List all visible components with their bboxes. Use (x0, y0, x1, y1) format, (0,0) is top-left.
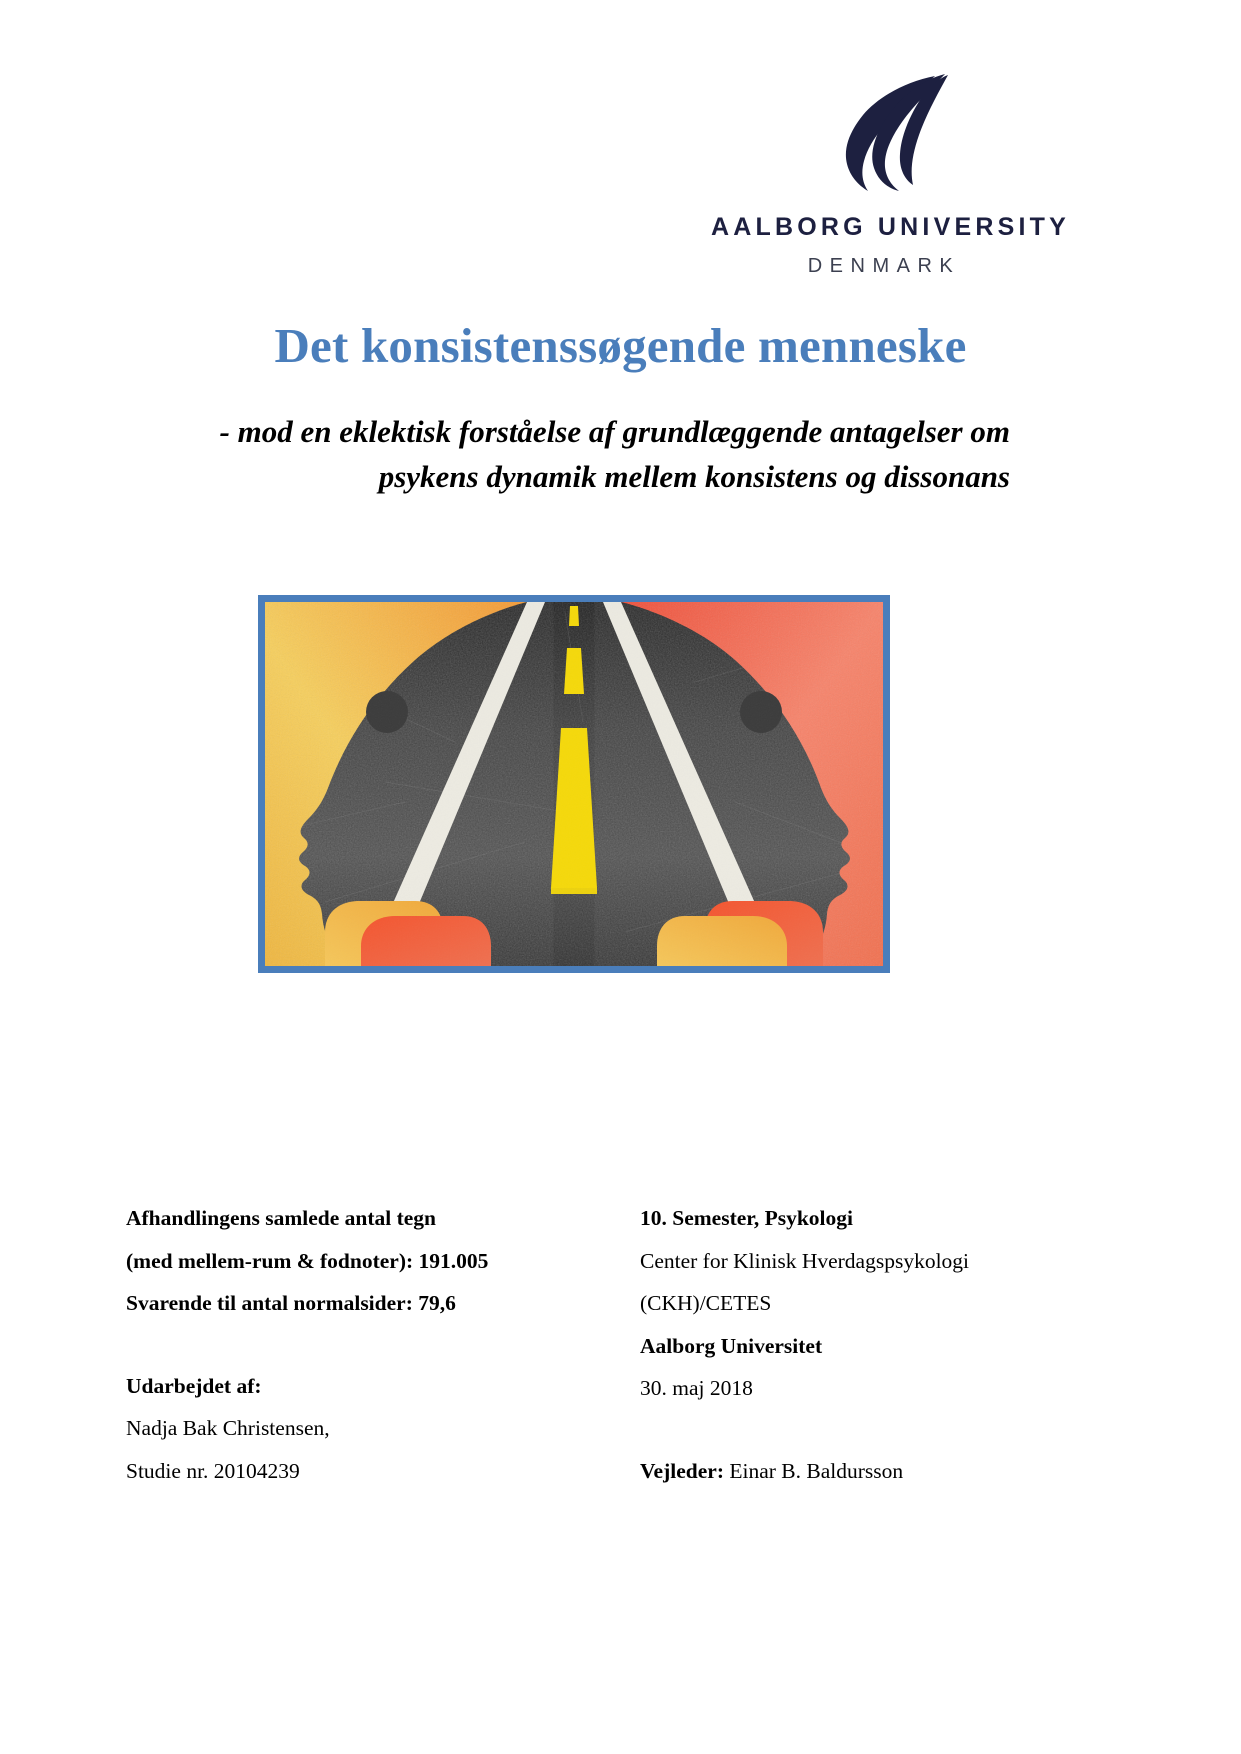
char-count-label: Afhandlingens samlede antal tegn (126, 1206, 436, 1230)
page-title: Det konsistenssøgende menneske (274, 318, 967, 373)
two-faces-road-illustration (265, 602, 883, 966)
logo-country-text: DENMARK (807, 255, 961, 277)
subtitle-line-1: - mod en eklektisk forståelse af grundlæggende antagelser om (219, 414, 1010, 449)
logo-university-text: AALBORG UNIVERSITY (711, 213, 1070, 241)
center-name: Center for Klinisk Hverdagspsykologi (640, 1248, 970, 1273)
student-number: Studie nr. 20104239 (126, 1458, 300, 1483)
spacer (640, 1410, 1110, 1450)
university-name: Aalborg Universitet (640, 1333, 823, 1358)
subtitle-line-2: psykens dynamik mellem konsistens og dissonans (378, 458, 1010, 494)
author-label: Udarbejdet af: (126, 1373, 262, 1398)
author-name: Nadja Bak Christensen, (126, 1416, 330, 1441)
spacer (126, 1325, 596, 1365)
normal-pages-value: Svarende til antal normalsider: 79,6 (126, 1291, 456, 1316)
cover-illustration (258, 595, 890, 973)
page-subtitle (140, 410, 1010, 500)
thesis-metadata-left (126, 1197, 596, 1492)
submission-date: 30. maj 2018 (640, 1376, 753, 1401)
char-count-value: (med mellem-rum & fodnoter): 191.005 (126, 1248, 489, 1273)
supervisor-label: Vejleder: (640, 1458, 724, 1483)
thesis-metadata-right (640, 1197, 1110, 1492)
center-abbreviation: (CKH)/CETES (640, 1291, 772, 1316)
university-logo-block (711, 72, 1070, 277)
supervisor-row (640, 1450, 1110, 1493)
semester-program: 10. Semester, Psykologi (640, 1206, 853, 1230)
aalborg-university-wave-logo-icon (814, 72, 949, 197)
supervisor-name: Einar B. Baldursson (729, 1458, 904, 1483)
